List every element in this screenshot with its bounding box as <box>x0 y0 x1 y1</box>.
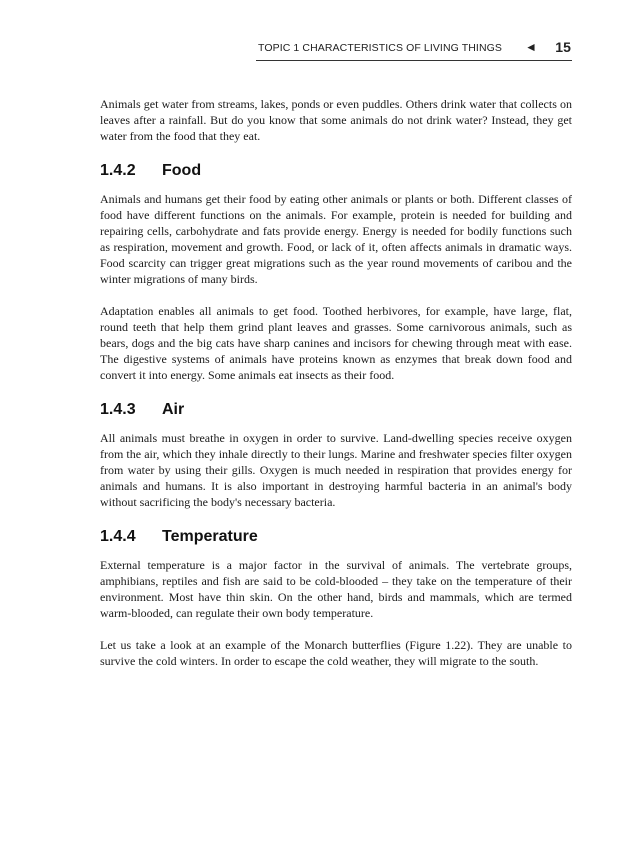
intro-paragraph: Animals get water from streams, lakes, ponds or even puddles. Others drink water that collects on leaves after a rainfall. But do you know that some animals do not drink water? Instead, they get water from the food that they eat. <box>100 97 572 143</box>
food-paragraph-1: Animals and humans get their food by eating other animals or plants or both. Different classes of food have different functions on the animals. For example, protein is needed for building and repairing cells, carbohydrate and fats provide energy. Energy is needed for bodily functions such as respiration, movement and growth. Food, or lack of it, often affects animals in dramatic ways. Food scarcity can trigger great migrations such as the year round movements of caribou and the winter migrations of many birds. <box>100 192 572 286</box>
header-arrow-icon: ◄ <box>525 40 537 54</box>
section-title: Air <box>162 401 185 418</box>
header-divider <box>256 60 572 61</box>
section-number: 1.4.4 <box>100 528 136 545</box>
section-number: 1.4.3 <box>100 401 136 418</box>
section-heading-temperature <box>100 526 572 548</box>
section-number: 1.4.2 <box>100 162 136 179</box>
air-paragraph-1: All animals must breathe in oxygen in order to survive. Land-dwelling species receive oxygen from the air, which they inhale directly to their lungs. Marine and freshwater species filter oxygen from water by using their gills. Oxygen is much needed in respiration that provides energy for animals and humans. It is also important in destroying harmful bacteria in an animal's body without sacrificing the body's necessary bacteria. <box>100 431 572 509</box>
food-paragraph-2: Adaptation enables all animals to get food. Toothed herbivores, for example, have large, flat, round teeth that help them grind plant leaves and grasses. Some carnivorous animals, such as bears, dogs and the big cats have sharp canines and incisors for chewing through meat with ease. The digestive systems of animals have proteins known as enzymes that break down food and convert it into energy. Some animals eat insects as their food. <box>100 304 572 382</box>
section-heading-food <box>100 160 572 182</box>
temperature-paragraph-1: External temperature is a major factor in the survival of animals. The vertebrate groups, amphibians, reptiles and fish are said to be cold-blooded – they take on the temperature of their environment. Most have thin skin. On the other hand, birds and mammals, which are termed warm-blooded, can regulate their own body temperature. <box>100 558 572 620</box>
section-title: Temperature <box>162 528 258 545</box>
header-topic: TOPIC 1 CHARACTERISTICS OF LIVING THINGS <box>258 42 502 54</box>
section-heading-air <box>100 399 572 421</box>
section-title: Food <box>162 162 202 179</box>
main-content <box>100 96 572 685</box>
page-number: 15 <box>555 39 571 55</box>
running-header <box>100 40 572 58</box>
temperature-paragraph-2: Let us take a look at an example of the Monarch butterflies (Figure 1.22). They are unable to survive the cold winters. In order to escape the cold weather, they will migrate to the south. <box>100 638 572 668</box>
